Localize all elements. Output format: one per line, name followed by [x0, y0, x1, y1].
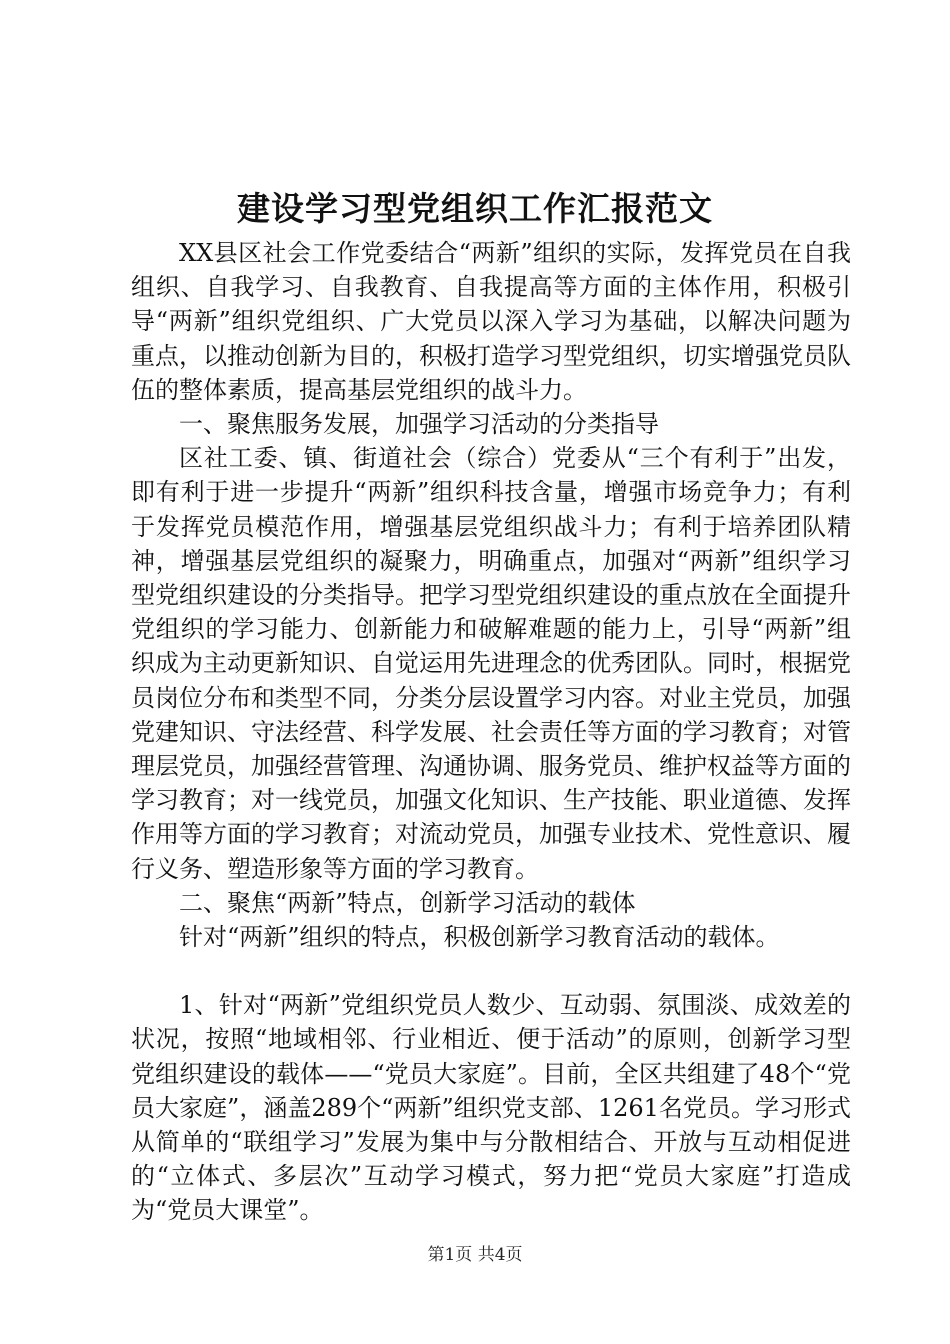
section-heading-2: 二、聚焦“两新”特点，创新学习活动的载体 — [179, 888, 636, 917]
section-1-paragraph: 区社工委、镇、街道社会（综合）党委从“三个有利于”出发，即有利于进一步提升“两新”组织科技含量，增强市场竞争力；有利于发挥党员模范作用，增强基层党组织战斗力；有利于培养团队精神，增强基层党组织的凝聚力，明确重点，加强对“两新”组织学习型党组织建设的分类指导。把学习型党组织建设的重点放在全面提升党组织的学习能力、创新能力和破解难题的能力上，引导“两新”组织成为主动更新知识、自觉运用先进理念的优秀团队。同时，根据党员岗位分布和类型不同，分类分层设置学习内容。对业主党员，加强党建知识、守法经营、科学发展、社会责任等方面的学习教育；对管理层党员，加强经营管理、沟通协调、服务党员、维护权益等方面的学习教育；对一线党员，加强文化知识、生产技能、职业道德、发挥作用等方面的学习教育；对流动党员，加强专业技术、党性意识、履行义务、塑造形象等方面的学习教育。 — [131, 444, 851, 883]
page-footer: 第1页 共4页 — [427, 1245, 523, 1265]
section-heading-1: 一、聚焦服务发展，加强学习活动的分类指导 — [179, 410, 659, 439]
intro-paragraph: XX县区社会工作党委结合“两新”组织的实际，发挥党员在自我组织、自我学习、自我教育、自我提高等方面的主体作用，积极引导“两新”组织党组织、广大党员以深入学习为基础，以解决问题为重点，以推动创新为目的，积极打造学习型党组织，切实增强党员队伍的整体素质，提高基层党组织的战斗力。 — [131, 239, 851, 404]
section-2-intro-paragraph: 针对“两新”组织的特点，积极创新学习教育活动的载体。 — [179, 923, 780, 952]
document-title: 建设学习型党组织工作汇报范文 — [237, 189, 713, 228]
section-2-item-1-paragraph: 1、针对“两新”党组织党员人数少、互动弱、氛围淡、成效差的状况，按照“地域相邻、行业相近、便于活动”的原则，创新学习型党组织建设的载体——“党员大家庭”。目前，全区共组建了48个“党员大家庭”，涵盖289个“两新”组织党支部、1261名党员。学习形式从简单的“联组学习”发展为集中与分散相结合、开放与互动相促进的“立体式、多层次”互动学习模式，努力把“党员大家庭”打造成为“党员大课堂”。 — [131, 991, 851, 1225]
document-body — [131, 236, 851, 1228]
